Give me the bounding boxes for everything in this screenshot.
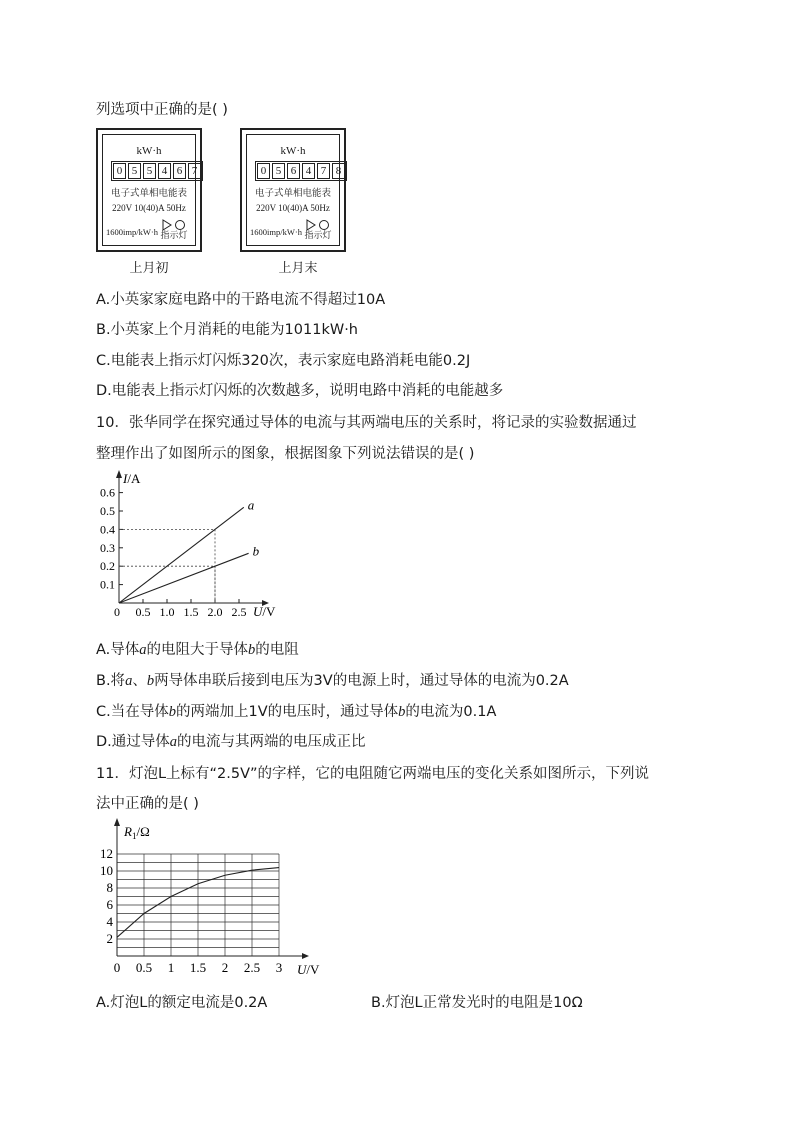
x-tick-label: 0.5 <box>135 960 153 975</box>
x-tick-label: 1.5 <box>183 605 199 619</box>
series-label-b: b <box>252 543 260 559</box>
meter-digit: 7 <box>317 163 330 179</box>
meter-start-caption: 上月初 <box>129 261 169 276</box>
q9-option-c: C.电能表上指示灯闪烁320次，表示家庭电路消耗电能0.2J <box>96 353 471 369</box>
x-tick-label: 1.5 <box>189 960 207 975</box>
y-tick-label: 8 <box>106 880 113 895</box>
y-tick-label: 0.4 <box>100 522 115 537</box>
q10-option-c: C.当在导体b的两端加上1V的电压时，通过导体b的电流为0.1A <box>96 704 497 720</box>
x-tick-label: 2 <box>221 960 229 975</box>
meter-digits <box>111 161 203 181</box>
y-tick-label: 12 <box>100 846 113 861</box>
q9-stem-tail: 列选项中正确的是( ) <box>96 102 228 118</box>
q10-option-b: B.将a、b两导体串联后接到电压为3V的电源上时，通过导体的电流为0.2A <box>96 673 569 689</box>
y-tick-label: 4 <box>106 914 113 929</box>
y-tick-label: 0.5 <box>100 504 115 518</box>
meter-unit: kW·h <box>280 145 306 157</box>
q9-option-d: D.电能表上指示灯闪烁的次数越多，说明电路中消耗的电能越多 <box>96 383 504 399</box>
q10-option-a: A.导体a的电阻大于导体b的电阻 <box>96 642 299 658</box>
meter-indicator <box>159 219 189 241</box>
indicator-label: 指示灯 <box>160 231 188 241</box>
x-tick-label: 1.0 <box>159 605 175 619</box>
x-tick-label: 0 <box>113 960 121 975</box>
meter-name: 电子式单相电能表 <box>254 188 331 199</box>
q9-option-b: B.小英家上个月消耗的电能为1011kW·h <box>96 322 358 338</box>
y-axis-arrow-icon <box>116 470 122 478</box>
q11-option-b: B.灯泡L正常发光时的电阻是10Ω <box>371 995 583 1011</box>
meter-end <box>240 128 346 252</box>
y-tick-label: 2 <box>106 931 113 946</box>
y-tick-label: 0.6 <box>100 485 115 500</box>
meter-digits <box>255 161 347 181</box>
meter-indicator <box>303 219 333 241</box>
meter-imp: 1600imp/kW·h <box>106 227 158 237</box>
meter-digit: 5 <box>143 163 156 179</box>
series-line-a <box>119 507 244 603</box>
q11-stem-line2: 法中正确的是( ) <box>96 796 199 812</box>
x-axis-label: U/V <box>253 604 276 619</box>
y-tick-label: 0.2 <box>100 559 115 574</box>
meter-digit: 0 <box>113 163 126 179</box>
y-tick-label: 0.1 <box>100 577 115 592</box>
x-tick-label: 1 <box>167 960 175 975</box>
indicator-light-icon <box>305 219 331 231</box>
x-tick-label: 3 <box>275 960 283 975</box>
meter-digit: 6 <box>173 163 186 179</box>
q11-option-a: A.灯泡L的额定电流是0.2A <box>96 995 268 1011</box>
y-axis-arrow-icon <box>114 818 120 826</box>
q9-option-a: A.小英家家庭电路中的干路电流不得超过10A <box>96 292 386 308</box>
meter-spec: 220V 10(40)A 50Hz <box>256 203 330 213</box>
meter-digit: 0 <box>257 163 270 179</box>
meter-name: 电子式单相电能表 <box>110 188 187 199</box>
meter-imp: 1600imp/kW·h <box>250 227 302 237</box>
indicator-light-icon <box>161 219 187 231</box>
y-tick-label: 0.3 <box>100 540 115 555</box>
x-tick-label: 0.5 <box>135 605 151 619</box>
meter-digit: 6 <box>287 163 300 179</box>
meter-end-caption: 上月末 <box>278 261 318 276</box>
y-tick-label: 6 <box>106 897 113 912</box>
x-tick-label: 2.0 <box>207 605 223 619</box>
x-axis-arrow-icon <box>302 953 309 959</box>
series-label-a: a <box>247 497 255 513</box>
current-voltage-chart <box>90 466 290 626</box>
y-axis-label: $R_1/\Omega$ <box>124 824 150 841</box>
x-tick-label: 2.5 <box>243 960 261 975</box>
meter-digit: 7 <box>188 163 201 179</box>
y-axis-label: I/A <box>123 471 141 486</box>
series-line-b <box>119 553 249 603</box>
q10-stem-line2: 整理作出了如图所示的图象，根据图象下列说法错误的是( ) <box>96 446 475 462</box>
origin-label: 0 <box>114 605 120 619</box>
q10-option-d: D.通过导体a的电流与其两端的电压成正比 <box>96 734 366 750</box>
meter-digit: 5 <box>272 163 285 179</box>
indicator-label: 指示灯 <box>304 231 332 241</box>
meter-start <box>96 128 202 252</box>
x-axis-label: U/V <box>297 962 320 977</box>
x-tick-label: 2.5 <box>231 605 247 619</box>
q10-stem-line1: 10．张华同学在探究通过导体的电流与其两端电压的关系时，将记录的实验数据通过 <box>96 415 637 431</box>
meter-spec: 220V 10(40)A 50Hz <box>112 203 186 213</box>
meter-digit: 4 <box>302 163 315 179</box>
resistance-voltage-chart <box>90 814 340 984</box>
meter-unit: kW·h <box>136 145 162 157</box>
meter-digit: 4 <box>158 163 171 179</box>
meter-digit: 8 <box>332 163 345 179</box>
meter-digit: 5 <box>128 163 141 179</box>
y-tick-label: 10 <box>100 863 113 878</box>
q11-stem-line1: 11．灯泡L上标有“2.5V”的字样，它的电阻随它两端电压的变化关系如图所示，下列说 <box>96 766 650 782</box>
